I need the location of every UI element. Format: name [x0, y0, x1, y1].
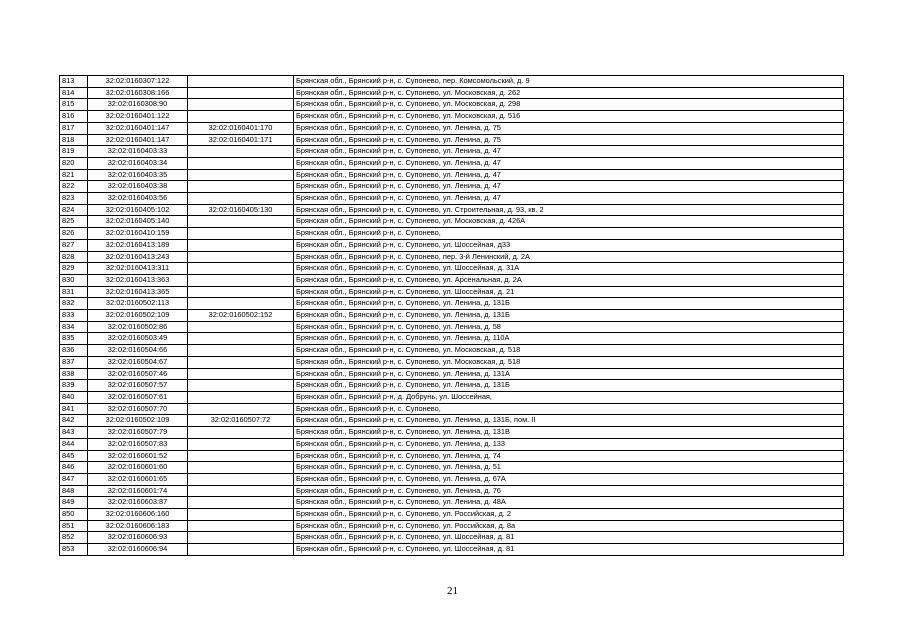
- address-cell: Брянская обл., Брянский р-н, с. Супонево, ул. Ленина, д. 131А: [294, 368, 844, 380]
- cadastral-number-cell: 32:02:0160606:160: [88, 509, 188, 521]
- row-number-cell: 840: [60, 391, 88, 403]
- related-cadastral-number-cell: [188, 193, 294, 205]
- cadastral-number-cell: 32:02:0160413:365: [88, 286, 188, 298]
- table-row: [60, 181, 844, 193]
- address-cell: Брянская обл., Брянский р-н, с. Супонево, пер. 3-й Ленинский, д. 2А: [294, 251, 844, 263]
- cadastral-number-cell: 32:02:0160603:87: [88, 497, 188, 509]
- address-cell: Брянская обл., Брянский р-н, с. Супонево, ул. Московская, д. 518: [294, 356, 844, 368]
- cadastral-number-cell: 32:02:0160403:33: [88, 146, 188, 158]
- table-row: [60, 544, 844, 556]
- cadastral-number-cell: 32:02:0160507:79: [88, 427, 188, 439]
- cadastral-number-cell: 32:02:0160601:60: [88, 462, 188, 474]
- related-cadastral-number-cell: [188, 532, 294, 544]
- cadastral-number-cell: 32:02:0160403:38: [88, 181, 188, 193]
- row-number-cell: 821: [60, 169, 88, 181]
- cadastral-number-cell: 32:02:0160403:35: [88, 169, 188, 181]
- address-cell: Брянская обл., Брянский р-н, с. Супонево, ул. Шоссейная, д. 81: [294, 532, 844, 544]
- cadastral-number-cell: 32:02:0160401:147: [88, 134, 188, 146]
- table-row: [60, 391, 844, 403]
- row-number-cell: 851: [60, 520, 88, 532]
- table-row: [60, 87, 844, 99]
- row-number-cell: 838: [60, 368, 88, 380]
- table-row: [60, 497, 844, 509]
- cadastral-number-cell: 32:02:0160413:311: [88, 263, 188, 275]
- row-number-cell: 833: [60, 310, 88, 322]
- row-number-cell: 824: [60, 204, 88, 216]
- address-cell: Брянская обл., Брянский р-н, с. Супонево, ул. Ленина, д. 131Б: [294, 298, 844, 310]
- address-cell: Брянская обл., Брянский р-н, с. Супонево,: [294, 228, 844, 240]
- address-cell: Брянская обл., Брянский р-н, с. Супонево, ул. Ленина, д. 131Б: [294, 380, 844, 392]
- table-row: [60, 263, 844, 275]
- table-row: [60, 485, 844, 497]
- address-cell: Брянская обл., Брянский р-н, с. Супонево, ул. Ленина, д. 47: [294, 193, 844, 205]
- address-cell: Брянская обл., Брянский р-н, с. Супонево, ул. Ленина, д. 133: [294, 438, 844, 450]
- related-cadastral-number-cell: [188, 520, 294, 532]
- table-row: [60, 368, 844, 380]
- row-number-cell: 813: [60, 76, 88, 88]
- address-cell: Брянская обл., Брянский р-н, с. Супонево, ул. Строительная, д. 93, кв. 2: [294, 204, 844, 216]
- cadastral-number-cell: 32:02:0160507:70: [88, 403, 188, 415]
- address-cell: Брянская обл., Брянский р-н, с. Супонево, ул. Ленина, д. 75: [294, 122, 844, 134]
- cadastral-number-cell: 32:02:0160401:147: [88, 122, 188, 134]
- table-row: [60, 473, 844, 485]
- address-cell: Брянская обл., Брянский р-н, с. Супонево, ул. Шоссейная, д. 21: [294, 286, 844, 298]
- cadastral-number-cell: 32:02:0160503:49: [88, 333, 188, 345]
- address-cell: Брянская обл., Брянский р-н, с. Супонево, ул. Ленина, д. 58: [294, 321, 844, 333]
- table-row: [60, 251, 844, 263]
- cadastral-number-cell: 32:02:0160403:56: [88, 193, 188, 205]
- address-cell: Брянская обл., Брянский р-н, с. Супонево, ул. Ленина, д. 131В: [294, 427, 844, 439]
- row-number-cell: 814: [60, 87, 88, 99]
- cadastral-number-cell: 32:02:0160307:122: [88, 76, 188, 88]
- related-cadastral-number-cell: [188, 333, 294, 345]
- related-cadastral-number-cell: [188, 509, 294, 521]
- cadastral-number-cell: 32:02:0160606:93: [88, 532, 188, 544]
- cadastral-number-cell: 32:02:0160504:67: [88, 356, 188, 368]
- address-cell: Брянская обл., Брянский р-н, с. Супонево, ул. Ленина, д. 47: [294, 181, 844, 193]
- related-cadastral-number-cell: [188, 298, 294, 310]
- address-cell: Брянская обл., Брянский р-н, с. Супонево, ул. Ленина, д. 47: [294, 146, 844, 158]
- table-row: [60, 169, 844, 181]
- address-cell: Брянская обл., Брянский р-н, с. Супонево, ул. Российская, д. 8а: [294, 520, 844, 532]
- related-cadastral-number-cell: [188, 146, 294, 158]
- cadastral-number-cell: 32:02:0160507:61: [88, 391, 188, 403]
- table-row: [60, 274, 844, 286]
- related-cadastral-number-cell: [188, 497, 294, 509]
- row-number-cell: 818: [60, 134, 88, 146]
- cadastral-number-cell: 32:02:0160410:159: [88, 228, 188, 240]
- cadastral-number-cell: 32:02:0160606:94: [88, 544, 188, 556]
- related-cadastral-number-cell: [188, 239, 294, 251]
- related-cadastral-number-cell: [188, 274, 294, 286]
- related-cadastral-number-cell: 32:02:0160401:170: [188, 122, 294, 134]
- table-row: [60, 450, 844, 462]
- row-number-cell: 845: [60, 450, 88, 462]
- row-number-cell: 846: [60, 462, 88, 474]
- related-cadastral-number-cell: [188, 473, 294, 485]
- table-row: [60, 146, 844, 158]
- register-table-body: [60, 76, 844, 556]
- cadastral-number-cell: 32:02:0160413:189: [88, 239, 188, 251]
- related-cadastral-number-cell: [188, 380, 294, 392]
- table-row: [60, 286, 844, 298]
- table-row: [60, 228, 844, 240]
- related-cadastral-number-cell: [188, 462, 294, 474]
- related-cadastral-number-cell: [188, 111, 294, 123]
- related-cadastral-number-cell: [188, 438, 294, 450]
- cadastral-number-cell: 32:02:0160502:86: [88, 321, 188, 333]
- address-cell: Брянская обл., Брянский р-н, с. Супонево, ул. Ленина, д. 51: [294, 462, 844, 474]
- related-cadastral-number-cell: 32:02:0160502:152: [188, 310, 294, 322]
- row-number-cell: 830: [60, 274, 88, 286]
- related-cadastral-number-cell: 32:02:0160405:130: [188, 204, 294, 216]
- address-cell: Брянская обл., Брянский р-н, с. Супонево, ул. Российская, д. 2: [294, 509, 844, 521]
- address-cell: Брянская обл., Брянский р-н, с. Супонево, ул. Шоссейная, д. 81: [294, 544, 844, 556]
- row-number-cell: 816: [60, 111, 88, 123]
- row-number-cell: 819: [60, 146, 88, 158]
- row-number-cell: 823: [60, 193, 88, 205]
- row-number-cell: 841: [60, 403, 88, 415]
- related-cadastral-number-cell: 32:02:0160507:72: [188, 415, 294, 427]
- row-number-cell: 831: [60, 286, 88, 298]
- cadastral-number-cell: 32:02:0160403:34: [88, 157, 188, 169]
- address-cell: Брянская обл., Брянский р-н, с. Супонево, ул. Ленина, д. 131Б: [294, 310, 844, 322]
- address-cell: Брянская обл., Брянский р-н, с. Супонево, ул. Московская, д. 298: [294, 99, 844, 111]
- table-row: [60, 216, 844, 228]
- table-row: [60, 333, 844, 345]
- row-number-cell: 828: [60, 251, 88, 263]
- related-cadastral-number-cell: 32:02:0160401:171: [188, 134, 294, 146]
- row-number-cell: 834: [60, 321, 88, 333]
- table-row: [60, 99, 844, 111]
- row-number-cell: 849: [60, 497, 88, 509]
- address-cell: Брянская обл., Брянский р-н, с. Супонево, ул. Ленина, д. 76: [294, 485, 844, 497]
- table-row: [60, 345, 844, 357]
- row-number-cell: 835: [60, 333, 88, 345]
- cadastral-number-cell: 32:02:0160606:183: [88, 520, 188, 532]
- row-number-cell: 822: [60, 181, 88, 193]
- related-cadastral-number-cell: [188, 368, 294, 380]
- cadastral-number-cell: 32:02:0160405:140: [88, 216, 188, 228]
- related-cadastral-number-cell: [188, 450, 294, 462]
- cadastral-number-cell: 32:02:0160601:74: [88, 485, 188, 497]
- table-row: [60, 415, 844, 427]
- address-cell: Брянская обл., Брянский р-н, с. Супонево, ул. Ленина, д. 74: [294, 450, 844, 462]
- table-row: [60, 321, 844, 333]
- cadastral-number-cell: 32:02:0160308:90: [88, 99, 188, 111]
- table-row: [60, 76, 844, 88]
- address-cell: Брянская обл., Брянский р-н, с. Супонево, ул. Ленина, д. 67А: [294, 473, 844, 485]
- row-number-cell: 853: [60, 544, 88, 556]
- table-row: [60, 427, 844, 439]
- address-cell: Брянская обл., Брянский р-н, с. Супонево, ул. Шоссейная, д. 31А: [294, 263, 844, 275]
- address-cell: Брянская обл., Брянский р-н, с. Супонево, ул. Ленина, д. 47: [294, 169, 844, 181]
- related-cadastral-number-cell: [188, 76, 294, 88]
- related-cadastral-number-cell: [188, 286, 294, 298]
- row-number-cell: 848: [60, 485, 88, 497]
- cadastral-number-cell: 32:02:0160308:166: [88, 87, 188, 99]
- related-cadastral-number-cell: [188, 251, 294, 263]
- cadastral-number-cell: 32:02:0160507:83: [88, 438, 188, 450]
- cadastral-number-cell: 32:02:0160502:109: [88, 310, 188, 322]
- address-cell: Брянская обл., Брянский р-н, с. Супонево, ул. Московская, д. 426А: [294, 216, 844, 228]
- table-row: [60, 380, 844, 392]
- related-cadastral-number-cell: [188, 87, 294, 99]
- row-number-cell: 820: [60, 157, 88, 169]
- row-number-cell: 827: [60, 239, 88, 251]
- address-cell: Брянская обл., Брянский р-н, с. Супонево, ул. Московская, д. 262: [294, 87, 844, 99]
- cadastral-number-cell: 32:02:0160502:113: [88, 298, 188, 310]
- related-cadastral-number-cell: [188, 544, 294, 556]
- page-number: 21: [447, 585, 458, 597]
- related-cadastral-number-cell: [188, 157, 294, 169]
- table-row: [60, 134, 844, 146]
- address-cell: Брянская обл., Брянский р-н, с. Супонево, ул. Московская, д. 516: [294, 111, 844, 123]
- row-number-cell: 837: [60, 356, 88, 368]
- related-cadastral-number-cell: [188, 228, 294, 240]
- related-cadastral-number-cell: [188, 169, 294, 181]
- cadastral-number-cell: 32:02:0160413:363: [88, 274, 188, 286]
- related-cadastral-number-cell: [188, 181, 294, 193]
- address-cell: Брянская обл., Брянский р-н, с. Супонево, ул. Ленина, д. 110А: [294, 333, 844, 345]
- address-cell: Брянская обл., Брянский р-н, с. Супонево, ул. Шоссейная, д33: [294, 239, 844, 251]
- table-row: [60, 310, 844, 322]
- address-cell: Брянская обл., Брянский р-н, с. Супонево, ул. Ленина, д. 131Б, пом. II: [294, 415, 844, 427]
- cadastral-number-cell: 32:02:0160405:102: [88, 204, 188, 216]
- table-row: [60, 438, 844, 450]
- cadastral-number-cell: 32:02:0160401:122: [88, 111, 188, 123]
- address-cell: Брянская обл., Брянский р-н, с. Супонево, ул. Арсенальная, д. 2А: [294, 274, 844, 286]
- row-number-cell: 815: [60, 99, 88, 111]
- table-row: [60, 403, 844, 415]
- row-number-cell: 844: [60, 438, 88, 450]
- related-cadastral-number-cell: [188, 356, 294, 368]
- table-row: [60, 532, 844, 544]
- row-number-cell: 842: [60, 415, 88, 427]
- table-row: [60, 122, 844, 134]
- table-row: [60, 239, 844, 251]
- row-number-cell: 817: [60, 122, 88, 134]
- register-table: [59, 75, 844, 556]
- related-cadastral-number-cell: [188, 263, 294, 275]
- address-cell: Брянская обл., Брянский р-н, д. Добрунь, ул. Шоссейная,: [294, 391, 844, 403]
- row-number-cell: 829: [60, 263, 88, 275]
- related-cadastral-number-cell: [188, 216, 294, 228]
- cadastral-number-cell: 32:02:0160502:109: [88, 415, 188, 427]
- cadastral-number-cell: 32:02:0160507:46: [88, 368, 188, 380]
- related-cadastral-number-cell: [188, 99, 294, 111]
- table-row: [60, 193, 844, 205]
- cadastral-number-cell: 32:02:0160504:66: [88, 345, 188, 357]
- related-cadastral-number-cell: [188, 403, 294, 415]
- table-row: [60, 356, 844, 368]
- table-row: [60, 298, 844, 310]
- address-cell: Брянская обл., Брянский р-н, с. Супонево, ул. Ленина, д. 48А: [294, 497, 844, 509]
- table-row: [60, 509, 844, 521]
- row-number-cell: 847: [60, 473, 88, 485]
- cadastral-number-cell: 32:02:0160601:65: [88, 473, 188, 485]
- table-row: [60, 462, 844, 474]
- related-cadastral-number-cell: [188, 485, 294, 497]
- related-cadastral-number-cell: [188, 391, 294, 403]
- row-number-cell: 825: [60, 216, 88, 228]
- row-number-cell: 826: [60, 228, 88, 240]
- address-cell: Брянская обл., Брянский р-н, с. Супонево, пер. Комсомольский, д. 9: [294, 76, 844, 88]
- address-cell: Брянская обл., Брянский р-н, с. Супонево, ул. Ленина, д. 75: [294, 134, 844, 146]
- row-number-cell: 832: [60, 298, 88, 310]
- cadastral-number-cell: 32:02:0160507:57: [88, 380, 188, 392]
- row-number-cell: 852: [60, 532, 88, 544]
- table-row: [60, 204, 844, 216]
- related-cadastral-number-cell: [188, 345, 294, 357]
- table-row: [60, 111, 844, 123]
- address-cell: Брянская обл., Брянский р-н, с. Супонево, ул. Московская, д. 518: [294, 345, 844, 357]
- address-cell: Брянская обл., Брянский р-н, с. Супонево,: [294, 403, 844, 415]
- table-row: [60, 520, 844, 532]
- row-number-cell: 843: [60, 427, 88, 439]
- address-cell: Брянская обл., Брянский р-н, с. Супонево, ул. Ленина, д. 47: [294, 157, 844, 169]
- cadastral-number-cell: 32:02:0160601:52: [88, 450, 188, 462]
- related-cadastral-number-cell: [188, 427, 294, 439]
- table-row: [60, 157, 844, 169]
- related-cadastral-number-cell: [188, 321, 294, 333]
- row-number-cell: 850: [60, 509, 88, 521]
- row-number-cell: 839: [60, 380, 88, 392]
- cadastral-number-cell: 32:02:0160413:243: [88, 251, 188, 263]
- row-number-cell: 836: [60, 345, 88, 357]
